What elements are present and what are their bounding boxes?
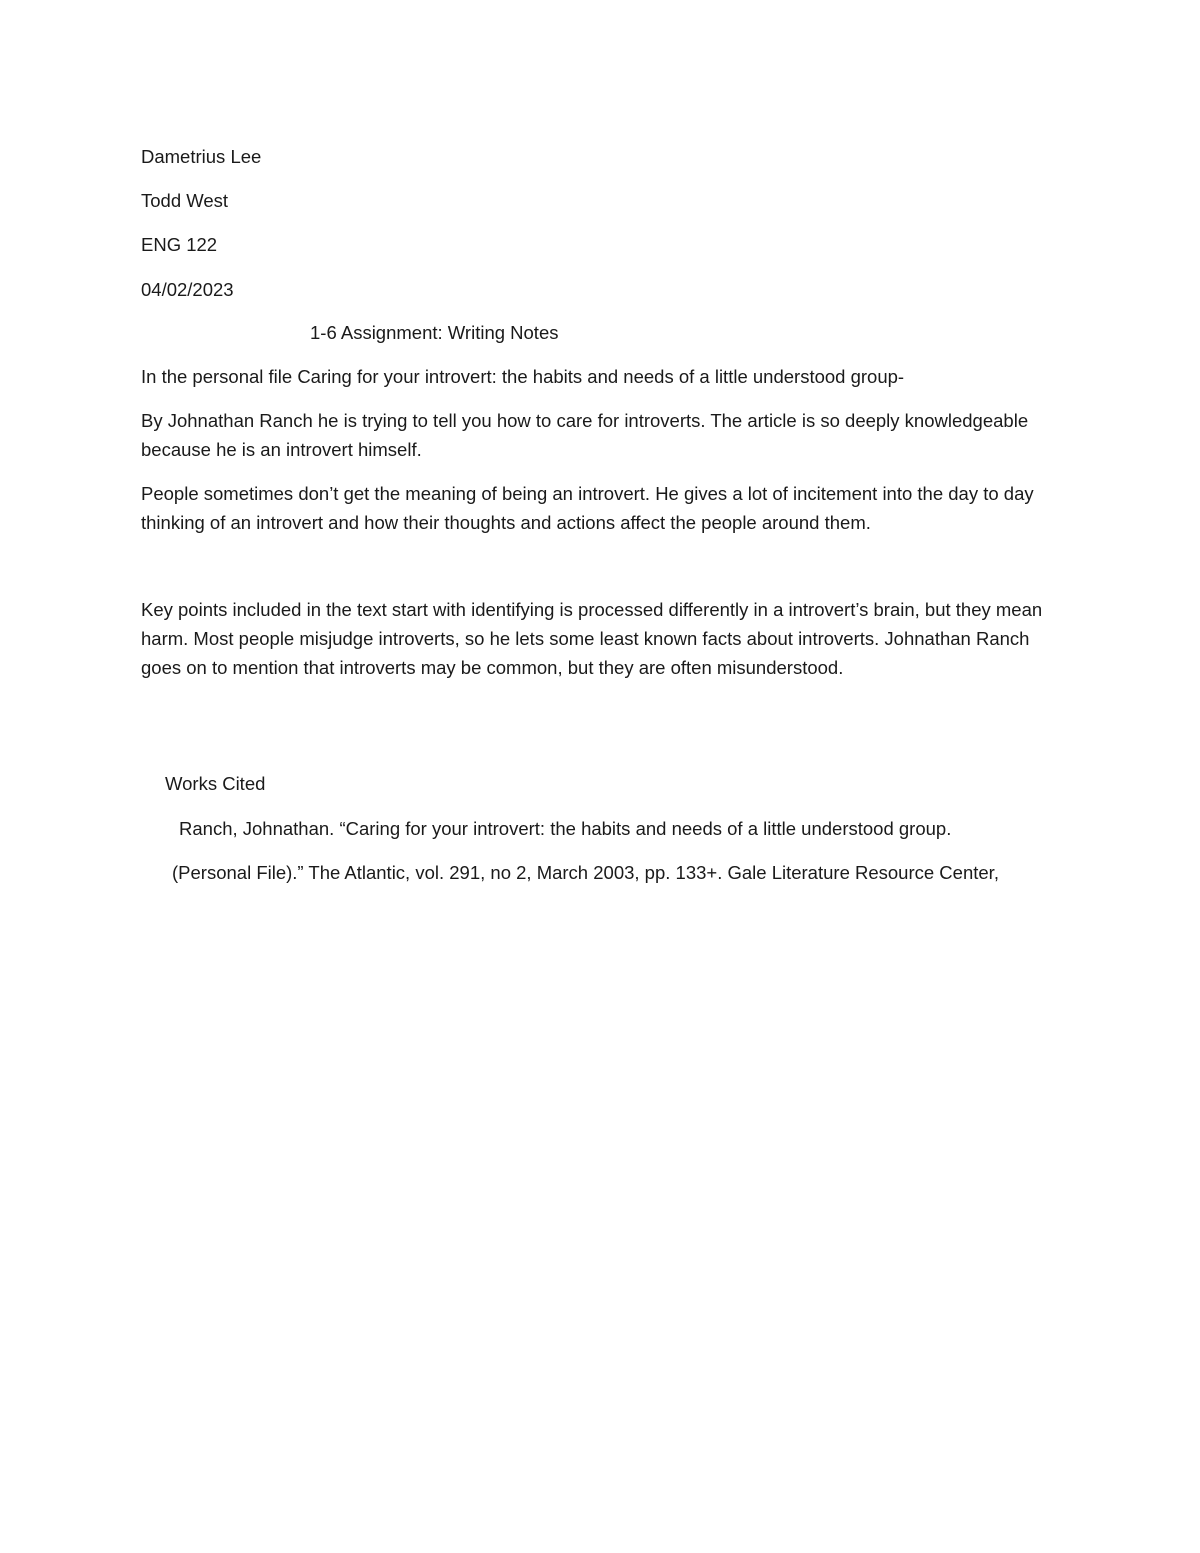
student-name: Dametrius Lee (141, 146, 262, 167)
body-paragraph-2: People sometimes don’t get the meaning of being an introvert. He gives a lot of incitement into the day to day thinking of an introvert and how their thoughts and actions affect the people around them. (141, 483, 1034, 533)
works-cited-heading: Works Cited (165, 773, 266, 794)
body-paragraph-1: By Johnathan Ranch he is trying to tell you how to care for introverts. The article is so deeply knowledgeable because he is an introvert himself. (141, 410, 1029, 460)
instructor-name: Todd West (141, 190, 229, 211)
course-name: ENG 122 (141, 234, 218, 255)
assignment-date: 04/02/2023 (141, 279, 234, 300)
body-paragraph-3: Key points included in the text start with identifying is processed differently in a introvert’s brain, but they mean harm. Most people misjudge introverts, so he lets some least known facts about introverts. Johnathan Ranch goes on to mention that introverts may be common, but they are often misunderstood. (141, 599, 1043, 678)
document-title: 1-6 Assignment: Writing Notes (310, 322, 559, 343)
intro-line: In the personal file Caring for your introvert: the habits and needs of a little understood group- (141, 366, 905, 387)
citation-line-1: Ranch, Johnathan. “Caring for your introvert: the habits and needs of a little understood group. (179, 818, 952, 839)
citation-line-2: (Personal File).” The Atlantic, vol. 291, no 2, March 2003, pp. 133+. Gale Literature Resource Center, (172, 862, 999, 883)
